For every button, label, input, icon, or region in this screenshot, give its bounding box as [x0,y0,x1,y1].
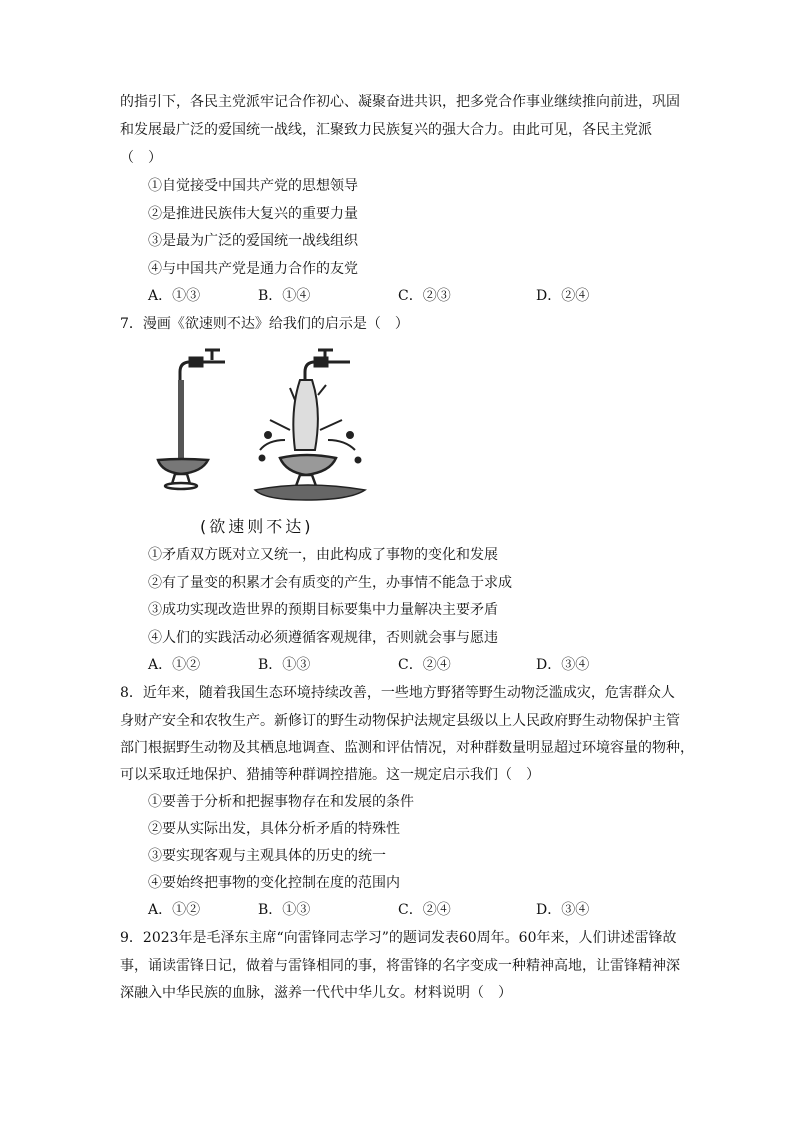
q7-option-1: ①矛盾双方既对立又统一，由此构成了事物的变化和发展 [148,547,498,563]
q8-choices [148,900,628,920]
q8-option-2: ②要从实际出发，具体分析矛盾的特殊性 [148,821,400,837]
q8-choice-a: A．①② [148,902,201,918]
q6-option-4: ④与中国共产党是通力合作的友党 [148,261,358,277]
q6-choices [148,286,628,306]
q7-choice-c: C．②④ [398,657,451,673]
q9-stem-line-2: 事，诵读雷锋日记，做着与雷锋相同的事，将雷锋的名字变成一种精神高地，让雷锋精神深 [120,958,680,974]
q8-option-3: ③要实现客观与主观具体的历史的统一 [148,848,386,864]
q7-choices [148,655,628,675]
q8-stem-line-1: 8．近年来，随着我国生态环境持续改善，一些地方野猪等野生动物泛滥成灾，危害群众人 [120,685,675,701]
q8-stem-line-2: 身财产安全和农牧生产。新修订的野生动物保护法规定县级以上人民政府野生动物保护主管 [120,713,680,729]
left-faucet-icon [180,350,225,380]
q8-option-1: ①要善于分析和把握事物存在和发展的条件 [148,794,414,810]
q6-option-3: ③是最为广泛的爱国统一战线组织 [148,233,358,249]
q7-choice-d: D．③④ [536,657,590,673]
q6-stem-line-1: 的指引下，各民主党派牢记合作初心、凝聚奋进共识，把多党合作事业继续推向前进，巩固 [120,94,680,110]
q7-option-4: ④人们的实践活动必须遵循客观规律，否则就会事与愿违 [148,630,498,646]
q8-choice-b: B．①③ [258,902,311,918]
q8-choice-c: C．②④ [398,902,451,918]
right-faucet-icon [305,350,350,380]
q7-choice-b: B．①③ [258,657,311,673]
cartoon-caption: (欲速则不达) [200,517,314,536]
q7-option-3: ③成功实现改造世界的预期目标要集中力量解决主要矛盾 [148,602,498,618]
q6-stem-line-2: 和发展最广泛的爱国统一战线，汇聚致力民族复兴的强大合力。由此可见，各民主党派 [120,122,652,138]
q8-stem-line-4: 可以采取迁地保护、猎捕等种群调控措施。这一规定启示我们（ ） [120,767,540,783]
q6-choice-d: D．②④ [536,288,590,304]
q9-stem-line-1: 9．2023年是毛泽东主席“向雷锋同志学习”的题词发表60周年。60年来，人们讲述雷锋故 [120,930,677,946]
q8-option-4: ④要始终把事物的变化控制在度的范围内 [148,875,400,891]
q6-choice-a: A．①③ [148,288,201,304]
left-bowl-icon [158,459,208,489]
q6-option-2: ②是推进民族伟大复兴的重要力量 [148,206,358,222]
q7-stem: 7．漫画《欲速则不达》给我们的启示是（ ） [120,316,409,332]
splashing-water [260,380,361,463]
q7-option-2: ②有了量变的积累才会有质变的产生，办事情不能急于求成 [148,575,512,591]
q6-option-1: ①自觉接受中国共产党的思想领导 [148,178,358,194]
q7-choice-a: A．①② [148,657,201,673]
q6-choice-c: C．②③ [398,288,451,304]
cartoon-illustration [150,340,380,505]
q8-choice-d: D．③④ [536,902,590,918]
q8-stem-line-3: 部门根据野生动物及其栖息地调查、监测和评估情况，对种群数量明显超过环境容量的物种， [120,740,694,756]
q6-stem-line-3: （ ） [120,150,162,166]
right-bowl-icon [280,455,336,486]
q6-choice-b: B．①④ [258,288,311,304]
q9-stem-line-3: 深融入中华民族的血脉，滋养一代代中华儿女。材料说明（ ） [120,985,512,1001]
water-puddle [255,485,365,500]
water-stream [178,380,184,460]
